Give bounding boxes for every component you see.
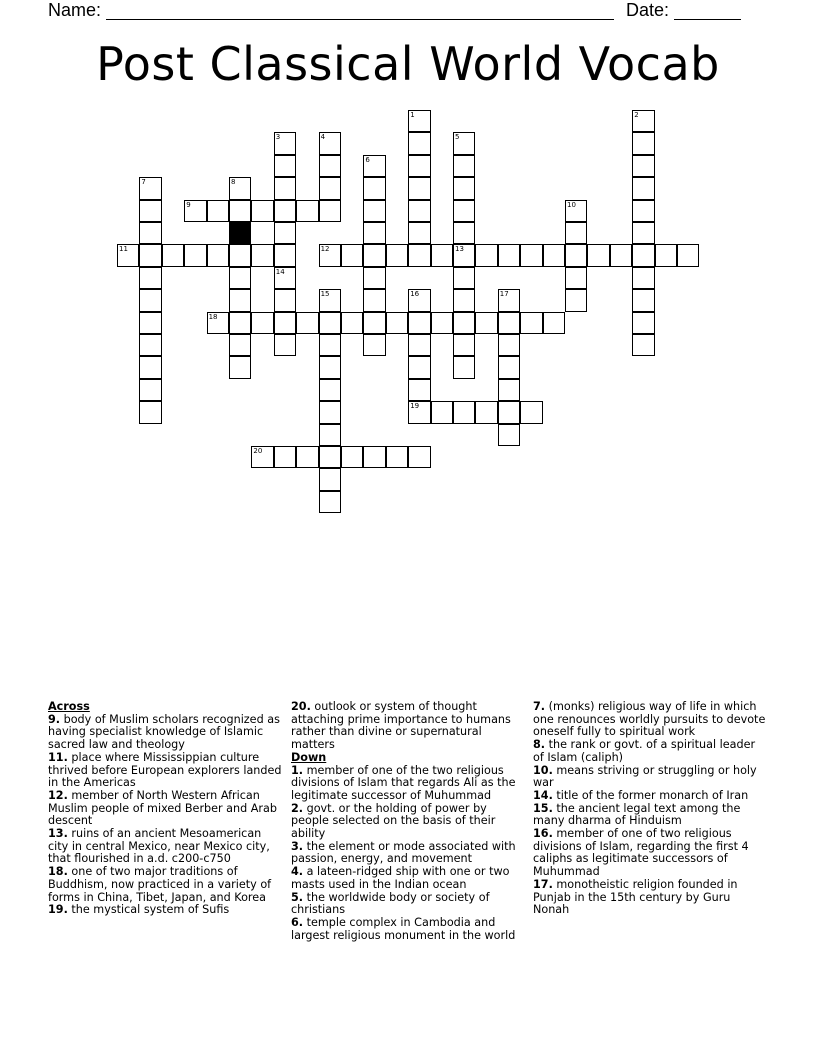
grid-cell[interactable] [319,468,341,490]
grid-cell[interactable] [453,177,475,199]
clue-number: 13. [48,827,68,841]
across-clue [48,904,283,917]
grid-cell[interactable] [319,491,341,513]
grid-cell[interactable] [587,244,609,266]
grid-cell[interactable] [475,244,497,266]
grid-cell[interactable] [565,244,587,266]
grid-cell[interactable] [408,289,430,311]
grid-cell[interactable] [251,200,273,222]
clue-number-label: 2 [634,111,639,119]
grid-cell[interactable] [453,356,475,378]
grid-cell[interactable] [498,401,520,423]
clue-number: 1. [291,763,304,777]
down-clue [533,828,768,879]
clue-number: 6. [291,915,304,929]
grid-cell[interactable] [251,312,273,334]
clue-text: the element or mode associated with passion, energy, and movement [291,839,516,866]
clue-text: title of the former monarch of Iran [556,788,749,802]
grid-cell[interactable] [453,200,475,222]
clue-number: 20. [291,700,311,713]
grid-cell[interactable] [498,312,520,334]
clue-number: 3. [291,839,304,853]
down-clue [533,739,768,764]
grid-cell[interactable] [319,424,341,446]
grid-cell[interactable] [229,267,251,289]
down-clue [533,701,768,739]
clue-number-label: 14 [275,267,285,276]
across-clue [48,790,283,828]
grid-cell[interactable] [274,200,296,222]
grid-cell[interactable] [296,200,318,222]
grid-cell[interactable] [498,244,520,266]
clue-number-label: 18 [208,312,218,321]
grid-cell[interactable] [229,312,251,334]
grid-cell[interactable] [632,334,654,356]
clue-number-label: 19 [410,402,420,411]
clue-number: 9. [48,712,61,726]
across-clue [291,701,523,752]
grid-cell[interactable] [408,401,430,423]
grid-cell[interactable] [431,244,453,266]
grid-cell[interactable] [408,312,430,334]
grid-cell[interactable] [363,289,385,311]
clue-number-label: 5 [455,133,460,142]
clue-number-label: 10 [567,200,576,209]
grid-cell[interactable] [363,177,385,199]
grid-cell[interactable] [274,222,296,244]
grid-cell[interactable] [632,267,654,289]
grid-cell[interactable] [274,244,296,266]
grid-cell[interactable] [319,132,341,154]
down-clue [291,917,523,942]
grid-cell[interactable] [632,110,654,132]
clue-text: temple complex in Cambodia and largest religious monument in the world [291,915,516,942]
clue-number-label: 11 [119,245,128,254]
grid-cell[interactable] [363,244,385,266]
grid-cell[interactable] [565,200,587,222]
grid-cell[interactable] [139,222,161,244]
grid-cell[interactable] [520,312,542,334]
grid-cell[interactable] [453,222,475,244]
grid-cell[interactable] [632,200,654,222]
name-label: Name: [48,0,102,20]
grid-cell[interactable] [319,177,341,199]
grid-cell[interactable] [251,446,273,468]
grid-cell[interactable] [363,155,385,177]
grid-cell[interactable] [229,356,251,378]
grid-cell[interactable] [408,132,430,154]
clue-number: 15. [533,801,553,815]
grid-cell[interactable] [363,312,385,334]
grid-cell[interactable] [319,200,341,222]
grid-cell[interactable] [498,424,520,446]
clue-text: member of North Western African Muslim people of mixed Berber and Arab descent [48,788,277,828]
grid-cell[interactable] [117,244,139,266]
grid-cell[interactable] [363,334,385,356]
clue-number: 2. [291,801,304,815]
grid-cell[interactable] [453,244,475,266]
grid-cell[interactable] [139,401,161,423]
down-heading: Down [291,750,327,764]
grid-cell[interactable] [677,244,699,266]
grid-cell[interactable] [498,379,520,401]
grid-cell[interactable] [162,244,184,266]
grid-cell[interactable] [565,267,587,289]
grid-cell[interactable] [274,289,296,311]
grid-cell[interactable] [229,334,251,356]
clue-number: 19. [48,903,68,917]
grid-cell[interactable] [408,110,430,132]
grid-cell[interactable] [408,244,430,266]
clue-number-label: 12 [320,245,330,254]
grid-cell[interactable] [296,312,318,334]
grid-cell[interactable] [319,312,341,334]
grid-cell[interactable] [408,177,430,199]
down-clue [291,866,523,891]
grid-cell[interactable] [319,289,341,311]
grid-cell[interactable] [408,222,430,244]
grid-cell[interactable] [363,446,385,468]
clue-text: outlook or system of thought attaching prime importance to humans rather than divine or supernatural matters [291,700,511,752]
grid-cell[interactable] [274,177,296,199]
clue-number: 4. [291,865,304,879]
date-label: Date: [626,0,670,20]
clue-text: member of one of two religious divisions of Islam, regarding the first 4 caliphs as legitimate successors of Muhummad [533,827,749,879]
grid-cell[interactable] [229,200,251,222]
clue-text: the ancient legal text among the many dharma of Hinduism [533,801,741,828]
grid-cell[interactable] [363,222,385,244]
grid-cell[interactable] [543,244,565,266]
clue-text: monotheistic religion founded in Punjab in the 15th century by Guru Nonah [533,877,738,917]
across-clue [48,828,283,866]
grid-cell[interactable] [319,356,341,378]
grid-cell[interactable] [363,267,385,289]
grid-cell[interactable] [296,446,318,468]
clue-number: 16. [533,827,553,841]
grid-cell[interactable] [229,177,251,199]
clue-text: the worldwide body or society of christians [291,890,490,917]
grid-cell[interactable] [319,155,341,177]
grid-cell[interactable] [386,446,408,468]
grid-cell[interactable] [319,334,341,356]
grid-cell[interactable] [408,446,430,468]
clues-column-2 [291,701,523,942]
down-clue [291,892,523,917]
grid-cell[interactable] [274,312,296,334]
grid-cell[interactable] [453,267,475,289]
grid-cell[interactable] [386,244,408,266]
grid-cell[interactable] [632,155,654,177]
grid-cell[interactable] [274,334,296,356]
clue-text: the mystical system of Sufis [71,903,230,917]
grid-cell[interactable] [341,312,363,334]
grid-cell[interactable] [319,401,341,423]
grid-cell[interactable] [498,356,520,378]
grid-cell[interactable] [139,177,161,199]
clue-number-label: 8 [231,178,236,187]
down-clue [291,803,523,841]
grid-cell[interactable] [207,312,229,334]
grid-cell[interactable] [431,401,453,423]
grid-cell[interactable] [139,267,161,289]
clue-number: 10. [533,763,553,777]
grid-cell[interactable] [274,267,296,289]
clue-text: means striving or struggling or holy war [533,763,757,790]
clue-number-label: 1 [410,111,415,119]
clue-number: 17. [533,877,553,891]
clue-number-label: 6 [365,155,370,164]
grid-cell[interactable] [386,312,408,334]
clue-number-label: 9 [186,200,191,209]
grid-cell[interactable] [139,312,161,334]
grid-cell[interactable] [251,244,273,266]
grid-cell[interactable] [453,155,475,177]
clue-number-label: 4 [320,133,326,142]
grid-cell[interactable] [498,289,520,311]
grid-cell[interactable] [229,289,251,311]
grid-cell[interactable] [543,312,565,334]
grid-cell[interactable] [475,312,497,334]
grid-cell[interactable] [475,401,497,423]
grid-cell[interactable] [363,200,385,222]
clue-number-label: 13 [455,245,464,254]
across-clue [48,752,283,790]
grid-cell[interactable] [139,356,161,378]
grid-cell[interactable] [139,379,161,401]
across-clue [48,714,283,752]
grid-cell[interactable] [408,200,430,222]
grid-cell[interactable] [632,177,654,199]
clue-text: the rank or govt. of a spiritual leader of Islam (caliph) [533,738,756,764]
grid-cell[interactable] [655,244,677,266]
grid-cell[interactable] [341,446,363,468]
grid-cell[interactable] [341,244,363,266]
clue-number-label: 15 [320,290,330,299]
page-title: Post Classical World Vocab [96,37,720,91]
grid-cell[interactable] [408,334,430,356]
clue-text: body of Muslim scholars recognized as having specialist knowledge of Islamic sacred law and theology [48,712,280,752]
grid-cell[interactable] [565,289,587,311]
grid-cell[interactable] [319,379,341,401]
clues-column-3 [533,701,768,917]
grid-cell[interactable] [453,312,475,334]
clue-number-label: 7 [141,178,146,187]
grid-cell[interactable] [184,244,206,266]
grid-cell[interactable] [319,244,341,266]
clue-number: 7. [533,700,546,713]
grid-cell[interactable] [408,155,430,177]
clue-text: govt. or the holding of power by people selected on the basis of their ability [291,801,496,841]
grid-cell[interactable] [520,244,542,266]
grid-cell[interactable] [274,446,296,468]
clue-number: 18. [48,865,68,879]
clue-text: one of two major traditions of Buddhism, now practiced in a variety of forms in China, Tibet, Japan, and Korea [48,865,272,904]
grid-cell[interactable] [229,244,251,266]
grid-cell[interactable] [520,401,542,423]
down-clue [533,879,768,917]
clue-text: (monks) religious way of life in which one renounces worldly pursuits to devote oneself fully to spiritual work [533,700,766,739]
down-clue [291,765,523,803]
grid-cell[interactable] [632,222,654,244]
clue-number: 14. [533,788,553,802]
clue-number: 8. [533,738,546,752]
across-heading: Across [48,700,90,713]
grid-cell[interactable] [632,312,654,334]
grid-cell[interactable] [431,312,453,334]
clue-number-label: 3 [275,133,281,142]
grid-cell[interactable] [139,200,161,222]
grid-cell[interactable] [207,200,229,222]
grid-cell[interactable] [274,155,296,177]
grid-cell[interactable] [139,244,161,266]
grid-cell[interactable] [610,244,632,266]
clue-text: place where Mississippian culture thrived before European explorers landed in the Americas [48,750,282,790]
down-clue [533,765,768,790]
grid-cell[interactable] [184,200,206,222]
clue-number: 12. [48,788,68,802]
grid-cell[interactable] [498,334,520,356]
grid-cell[interactable] [207,244,229,266]
clue-number-label: 16 [410,290,420,299]
grid-cell[interactable] [632,244,654,266]
grid-cell[interactable] [453,401,475,423]
grid-cell[interactable] [408,379,430,401]
clue-number-label: 20 [253,447,263,455]
grid-cell[interactable] [319,446,341,468]
clue-number-label: 17 [499,290,509,299]
clue-text: a lateen-ridged ship with one or two masts used in the Indian ocean [291,865,510,891]
grid-cell[interactable] [565,222,587,244]
grid-cell[interactable] [139,289,161,311]
grid-cell[interactable] [139,334,161,356]
grid-cell[interactable] [632,132,654,154]
down-clue [291,841,523,866]
grid-cell[interactable] [453,289,475,311]
clue-number: 5. [291,890,304,904]
clues-column-1 [48,701,283,917]
grid-cell[interactable] [453,132,475,154]
down-clue [533,803,768,828]
grid-cell[interactable] [632,289,654,311]
clue-text: member of one of the two religious divisions of Islam that regards Ali as the legitimate successor of Muhummad [291,763,516,802]
clue-number: 11. [48,750,68,764]
clue-text: ruins of an ancient Mesoamerican city in central Mexico, near Mexico city, that flourished in a.d. c200-c750 [48,827,270,866]
grid-cell[interactable] [274,132,296,154]
grid-cell[interactable] [453,334,475,356]
grid-cell[interactable] [408,356,430,378]
across-clue [48,866,283,904]
grid-black-cell [229,222,251,244]
